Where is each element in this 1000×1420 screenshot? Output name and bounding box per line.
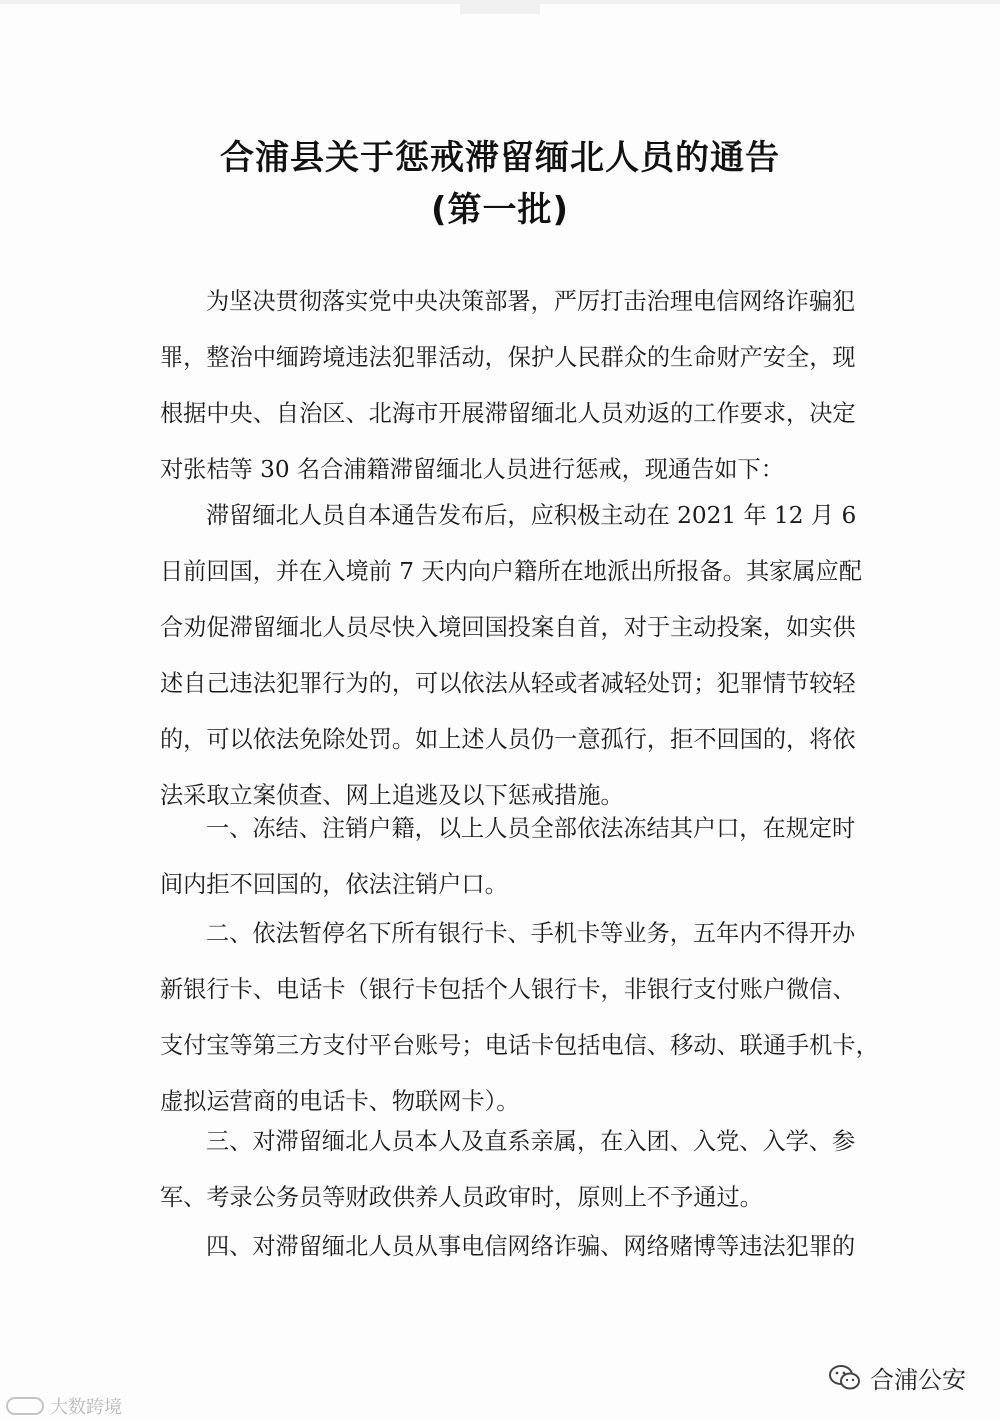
text-line: 虚拟运营商的电话卡、物联网卡）。 (160, 1088, 520, 1115)
notice-subtitle: (第一批) (430, 190, 570, 230)
text-line: 述自己违法犯罪行为的，可以依法从轻或者减轻处罚；犯罪情节较轻 (160, 670, 856, 697)
text-line: 为坚决贯彻落实党中央决策部署，严厉打击治理电信网络诈骗犯 (206, 288, 856, 315)
text-line: 一、冻结、注销户籍，以上人员全部依法冻结其户口，在规定时 (206, 815, 856, 842)
text-line: 新银行卡、电话卡（银行卡包括个人银行卡，非银行支付账户微信、 (160, 976, 856, 1003)
notice-title: 合浦县关于惩戒滞留缅北人员的通告 (220, 138, 780, 178)
text-line: 间内拒不回国的，依法注销户口。 (160, 871, 508, 898)
watermark-left-text: 大数跨境 (50, 1397, 122, 1418)
paragraph-intro (160, 290, 860, 481)
text-line: 滞留缅北人员自本通告发布后，应积极主动在 2021 年 12 月 6 (206, 502, 857, 529)
watermark-right-text: 合浦公安 (870, 1366, 966, 1394)
text-line: 支付宝等第三方支付平台账号；电话卡包括电信、移动、联通手机卡， (160, 1032, 879, 1059)
brand-logo-icon (6, 1397, 44, 1415)
text-line: 罪，整治中缅跨境违法犯罪活动，保护人民群众的生命财产安全，现 (160, 344, 856, 371)
watermark-right (828, 1360, 966, 1395)
scan-mark-top (460, 4, 540, 14)
wechat-icon (828, 1363, 862, 1393)
paragraph-measure-4 (160, 1235, 860, 1258)
text-line: 三、对滞留缅北人员本人及直系亲属，在入团、入党、入学、参 (206, 1128, 856, 1155)
text-line: 的，可以依法免除处罚。如上述人员仍一意孤行，拒不回国的，将依 (160, 726, 856, 753)
text-line: 法采取立案侦查、网上追逃及以下惩戒措施。 (160, 782, 624, 809)
text-line: 合劝促滞留缅北人员尽快入境回国投案自首，对于主动投案，如实供 (160, 614, 856, 641)
text-line: 二、依法暂停名下所有银行卡、手机卡等业务，五年内不得开办 (206, 920, 856, 947)
text-line: 军、考录公务员等财政供养人员政审时，原则上不予通过。 (160, 1184, 763, 1211)
paragraph-measure-2 (160, 920, 879, 1115)
paragraph-measure-1 (160, 817, 860, 896)
paragraph-measure-3 (160, 1130, 860, 1209)
text-line: 根据中央、自治区、北海市开展滞留缅北人员劝返的工作要求，决定 (160, 400, 856, 427)
paragraph-deadline (160, 504, 860, 807)
text-line: 对张桔等 30 名合浦籍滞留缅北人员进行惩戒，现通告如下： (160, 456, 784, 483)
text-line: 日前回国，并在入境前 7 天内向户籍所在地派出所报备。其家属应配 (160, 558, 862, 585)
watermark-left (6, 1393, 122, 1419)
text-line: 四、对滞留缅北人员从事电信网络诈骗、网络赌博等违法犯罪的 (206, 1233, 856, 1260)
